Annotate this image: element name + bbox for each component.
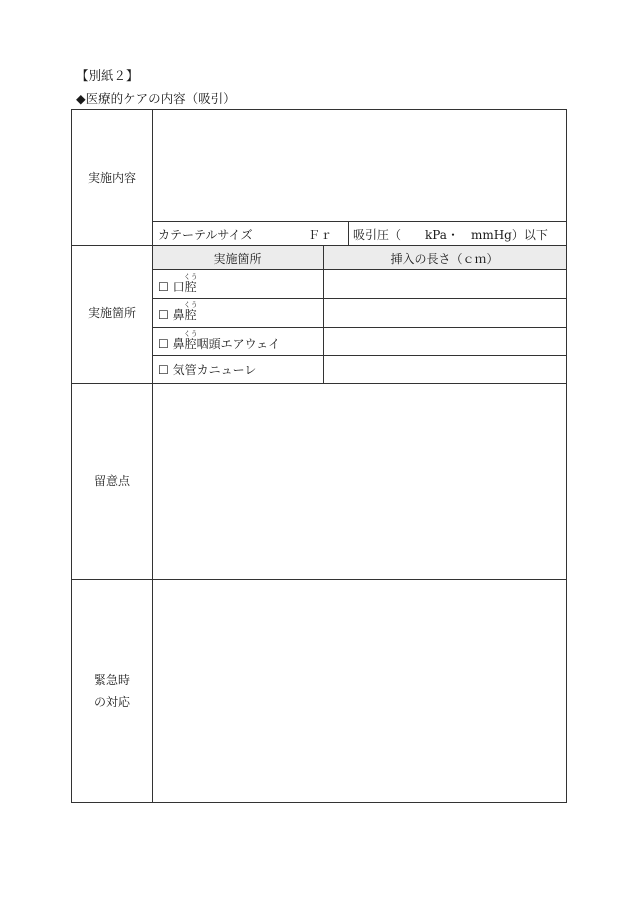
checkbox-icon[interactable]: ☐ (158, 280, 169, 294)
checkbox-icon[interactable]: ☐ (158, 363, 169, 377)
cavity-ruby: 腔くう (183, 330, 198, 351)
row-label-location: 実施箇所 (87, 306, 136, 320)
catheter-unit: Ｆｒ (308, 228, 333, 242)
insertion-length-nasal[interactable] (324, 299, 566, 327)
content-entry-area[interactable] (152, 110, 566, 221)
cavity-ruby: 腔くう (183, 301, 198, 322)
catheter-size-label: カテーテルサイズ (158, 228, 253, 242)
suction-care-form (71, 109, 567, 803)
row-label-content: 実施内容 (87, 171, 136, 185)
notes-entry-area[interactable] (153, 384, 566, 579)
row-label-emergency: 緊急時 の対応 (93, 673, 130, 709)
insertion-length-cannula[interactable] (324, 356, 566, 383)
location-header: 実施箇所 (213, 252, 262, 266)
location-item-oral-cavity[interactable]: ☐ 口腔くう (158, 273, 198, 294)
insertion-length-header: 挿入の長さ（ｃｍ） (390, 252, 499, 266)
insertion-length-airway[interactable] (324, 328, 566, 355)
location-item-nasal-cavity[interactable]: ☐ 鼻腔くう (158, 301, 198, 322)
suction-pressure-field[interactable]: 吸引圧（ kPa・ mmHg）以下 (353, 228, 548, 242)
form-heading: ◆医療的ケアの内容（吸引） (76, 91, 236, 106)
cavity-ruby: 腔くう (183, 273, 198, 294)
content-sub-divider (152, 221, 566, 222)
content-cell-divider (348, 221, 349, 245)
insertion-length-oral[interactable] (324, 270, 566, 298)
row-label-notes: 留意点 (93, 474, 130, 488)
location-item-tracheal-cannula[interactable]: ☐ 気管カニューレ (158, 363, 257, 377)
emergency-entry-area[interactable] (153, 580, 566, 802)
location-item-nasopharyngeal-airway[interactable]: ☐ 鼻腔くう咽頭エアウェイ (158, 330, 281, 351)
checkbox-icon[interactable]: ☐ (158, 308, 169, 322)
attachment-label: 【別紙２】 (76, 68, 139, 83)
checkbox-icon[interactable]: ☐ (158, 337, 169, 351)
